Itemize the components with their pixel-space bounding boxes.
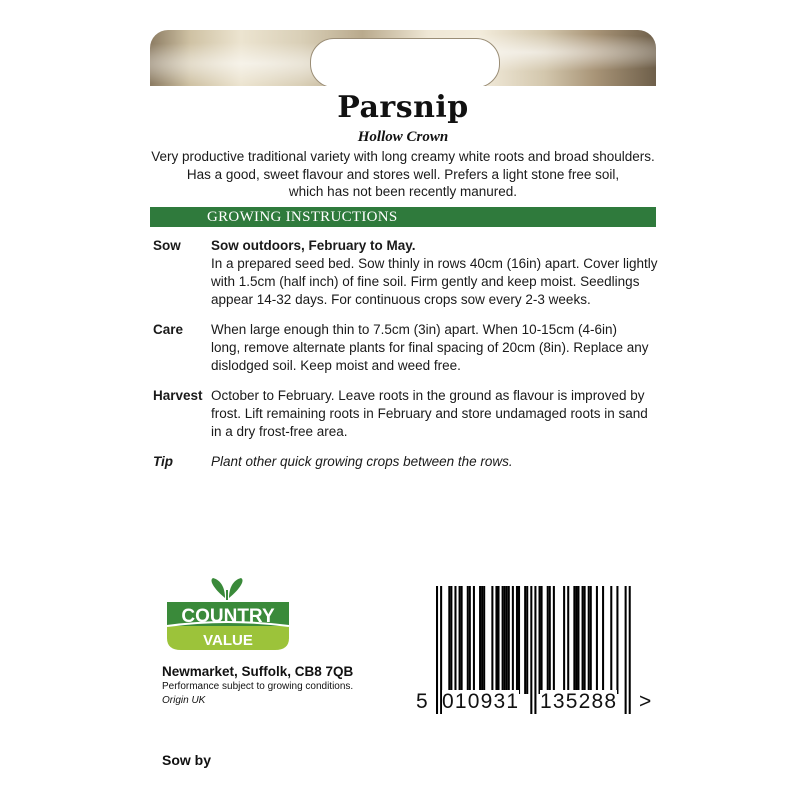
barcode-bar [524,586,526,694]
leaf-icon [229,578,243,598]
tip-body [211,453,657,471]
barcode-end-mark: > [639,690,653,713]
barcode-bar [629,586,631,714]
barcode-bar [588,586,590,694]
care-line: long, remove alternate plants for final spacing of 20cm (8in). Replace any [211,340,649,355]
barcode-bar [547,586,549,694]
barcode-bar [563,586,565,694]
sow-body [211,237,657,309]
tip-text: Plant other quick growing crops between the rows. [211,454,513,469]
barcode-bar [625,586,627,714]
barcode-bar [508,586,510,694]
barcode-bar [448,586,450,694]
barcode-bar [436,586,438,714]
barcode-bar [534,586,536,714]
barcode-bar [467,586,469,694]
barcode-left-group: 010931 [442,690,520,713]
barcode-bar [481,586,483,694]
barcode-bar [567,586,569,694]
barcode-bar [469,586,471,694]
barcode-bar [602,586,604,694]
description-line: Very productive traditional variety with long creamy white roots and broad shoulders. [151,149,655,164]
logo-country-text: COUNTRY [181,606,275,627]
sow-line: In a prepared seed bed. Sow thinly in rows 40cm (16in) apart. Cover lightly [211,256,658,271]
barcode-bar [616,586,618,694]
product-title: Parsnip [337,90,469,125]
harvest-section [153,387,656,441]
barcode-bar [582,586,584,694]
seed-packet-back [150,30,656,800]
barcode-bar [590,586,592,694]
barcode-bar [491,586,493,694]
sow-label: Sow [153,238,181,253]
sow-section [153,237,656,309]
tip-section [153,453,656,471]
variety-name: Hollow Crown [357,129,449,145]
barcode-bar [596,586,598,694]
growing-instructions-heading [150,207,656,227]
barcode-bar [530,586,532,714]
company-address: Newmarket, Suffolk, CB8 7QB [162,664,354,679]
barcode-bar [575,586,577,694]
barcode-bar [573,586,575,694]
barcode-bar [541,586,543,694]
barcode-bar [495,586,497,694]
barcode-bar [553,586,555,694]
parsnip-photo-strip [150,30,656,86]
harvest-label: Harvest [153,388,203,403]
harvest-line: in a dry frost-free area. [211,424,348,439]
care-line: dislodged soil. Keep moist and weed free. [211,358,461,373]
tip-label: Tip [153,454,173,469]
performance-note: Performance subject to growing conditions. [162,681,354,692]
barcode-bar [526,586,528,694]
care-section [153,321,656,375]
barcode-bar [504,586,506,694]
description-line: which has not been recently manured. [288,184,518,199]
sow-line: with 1.5cm (half inch) of fine soil. Firm gently and keep moist. Seedlings [211,274,640,289]
logo-graphic [163,578,293,654]
logo-value-text: VALUE [203,632,253,649]
barcode-bar [450,586,452,694]
product-description [150,148,656,201]
harvest-line: frost. Lift remaining roots in February and store undamaged roots in sand [211,406,648,421]
barcode-bar [549,586,551,694]
care-body [211,321,657,375]
barcode-bar [518,586,520,694]
origin-note: Origin UK [162,695,206,706]
barcode-bar [479,586,481,694]
sow-headline: Sow outdoors, February to May. [211,238,416,253]
barcode-bar [584,586,586,694]
barcode-bar [459,586,461,694]
barcode-bar [473,586,475,694]
barcode-bar [577,586,579,694]
harvest-line: October to February. Leave roots in the ground as flavour is improved by [211,388,645,403]
leaf-icon [212,578,226,598]
care-label: Care [153,322,184,337]
barcode-bar [610,586,612,694]
sow-by-label: Sow by [162,752,212,768]
barcode-bar [539,586,541,694]
hang-hole [310,38,500,86]
barcode-bar [461,586,463,694]
barcode-bar [483,586,485,694]
barcode-bar [454,586,456,694]
sow-line: appear 14-32 days. For continuous crops sow every 2-3 weeks. [211,292,591,307]
harvest-body [211,387,657,441]
barcode-bar [506,586,508,694]
barcode-bar [502,586,504,694]
country-value-logo [163,578,293,654]
barcode-bar [498,586,500,694]
barcode-bar [516,586,518,694]
care-line: When large enough thin to 7.5cm (3in) apart. When 10-15cm (4-6in) [211,322,617,337]
barcode-first-digit: 5 [416,690,429,713]
barcode [416,586,656,716]
description-line: Has a good, sweet flavour and stores well. Prefers a light stone free soil, [186,166,620,182]
barcode-right-group: 135288 [540,690,618,713]
barcode-bar [512,586,514,694]
heading-text: GROWING INSTRUCTIONS [207,209,398,225]
